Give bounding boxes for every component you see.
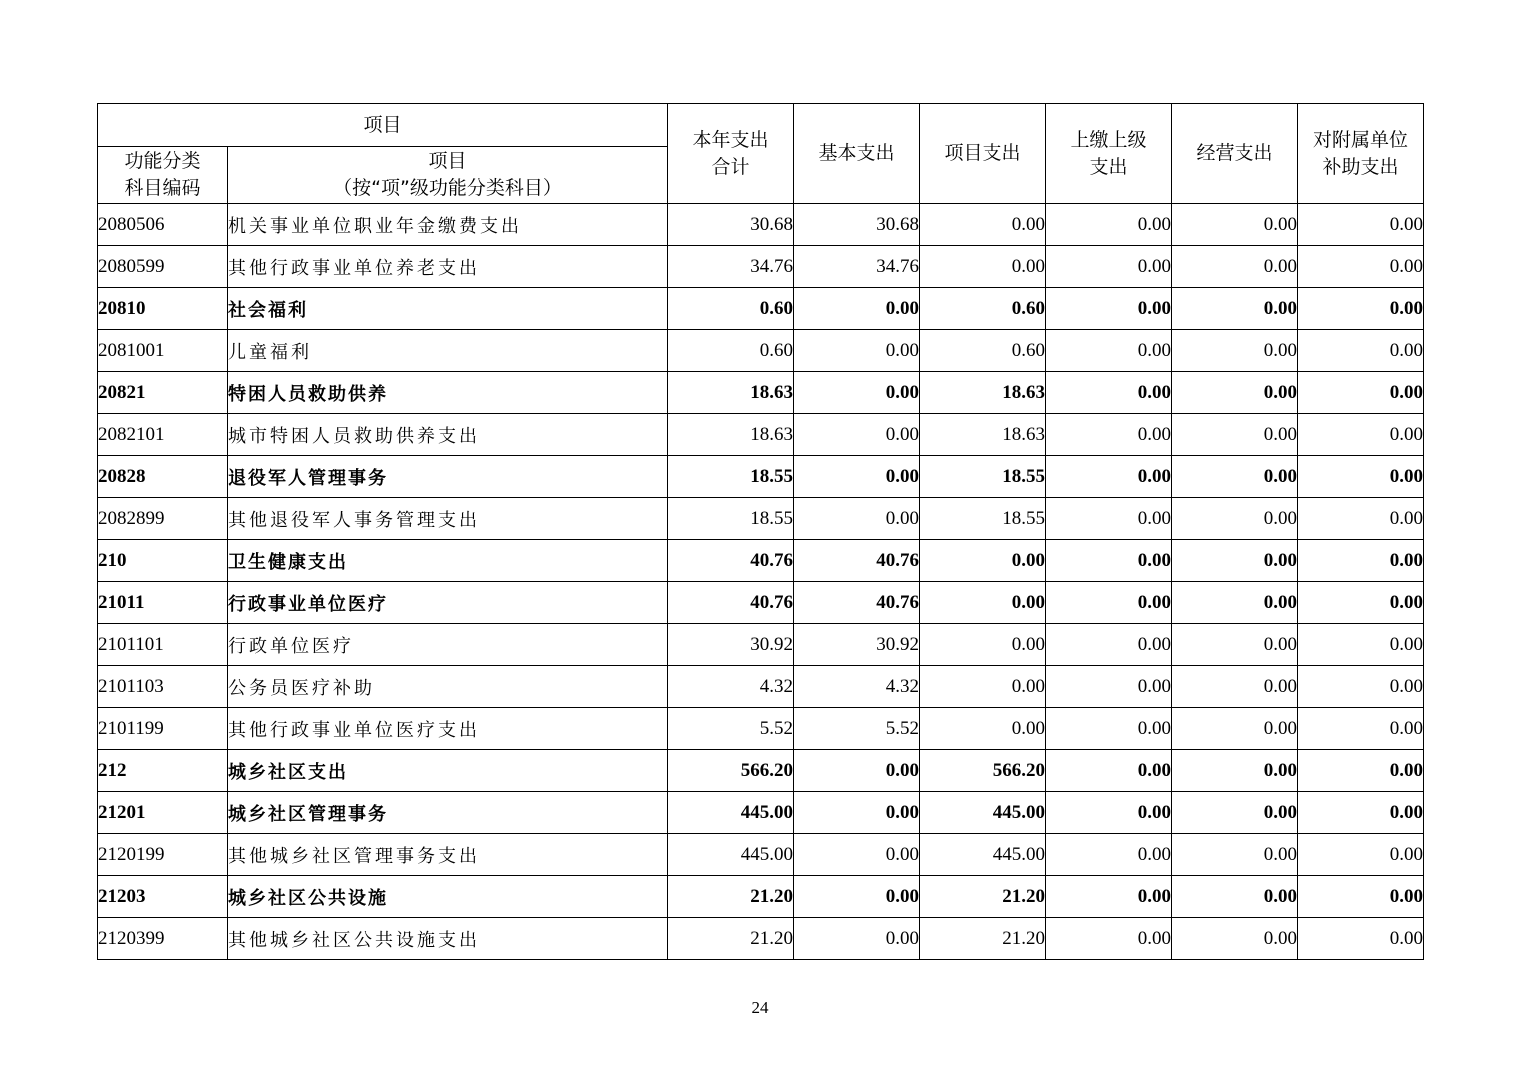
cell-total: 18.63 xyxy=(668,414,794,456)
cell-code: 20828 xyxy=(98,456,228,498)
cell-name: 其他退役军人事务管理支出 xyxy=(228,498,668,540)
cell-subsidy: 0.00 xyxy=(1298,498,1424,540)
table-row xyxy=(98,582,1424,624)
cell-basic: 0.00 xyxy=(794,918,920,960)
cell-name: 特困人员救助供养 xyxy=(228,372,668,414)
cell-basic: 0.00 xyxy=(794,834,920,876)
cell-superior: 0.00 xyxy=(1046,876,1172,918)
cell-operating: 0.00 xyxy=(1172,288,1298,330)
cell-code: 2101199 xyxy=(98,708,228,750)
table-row xyxy=(98,792,1424,834)
cell-name: 卫生健康支出 xyxy=(228,540,668,582)
table-row xyxy=(98,918,1424,960)
cell-total: 40.76 xyxy=(668,582,794,624)
cell-superior: 0.00 xyxy=(1046,624,1172,666)
header-operating: 经营支出 xyxy=(1172,104,1298,204)
cell-subsidy: 0.00 xyxy=(1298,246,1424,288)
cell-code: 20810 xyxy=(98,288,228,330)
cell-name: 社会福利 xyxy=(228,288,668,330)
cell-total: 445.00 xyxy=(668,792,794,834)
header-subsidy: 对附属单位 补助支出 xyxy=(1298,104,1424,204)
table-row xyxy=(98,456,1424,498)
cell-subsidy: 0.00 xyxy=(1298,666,1424,708)
cell-superior: 0.00 xyxy=(1046,918,1172,960)
cell-superior: 0.00 xyxy=(1046,330,1172,372)
cell-name: 其他城乡社区公共设施支出 xyxy=(228,918,668,960)
header-basic: 基本支出 xyxy=(794,104,920,204)
cell-basic: 40.76 xyxy=(794,540,920,582)
cell-total: 0.60 xyxy=(668,288,794,330)
cell-superior: 0.00 xyxy=(1046,708,1172,750)
cell-code: 21011 xyxy=(98,582,228,624)
cell-operating: 0.00 xyxy=(1172,624,1298,666)
cell-total: 5.52 xyxy=(668,708,794,750)
cell-project: 445.00 xyxy=(920,834,1046,876)
cell-subsidy: 0.00 xyxy=(1298,372,1424,414)
cell-superior: 0.00 xyxy=(1046,288,1172,330)
cell-code: 2101101 xyxy=(98,624,228,666)
cell-total: 30.92 xyxy=(668,624,794,666)
cell-subsidy: 0.00 xyxy=(1298,792,1424,834)
cell-superior: 0.00 xyxy=(1046,204,1172,246)
table-row xyxy=(98,246,1424,288)
cell-operating: 0.00 xyxy=(1172,708,1298,750)
cell-subsidy: 0.00 xyxy=(1298,330,1424,372)
cell-basic: 5.52 xyxy=(794,708,920,750)
cell-superior: 0.00 xyxy=(1046,456,1172,498)
cell-name: 行政事业单位医疗 xyxy=(228,582,668,624)
table-row xyxy=(98,750,1424,792)
cell-code: 2080506 xyxy=(98,204,228,246)
table-row xyxy=(98,288,1424,330)
cell-project: 18.63 xyxy=(920,414,1046,456)
cell-project: 445.00 xyxy=(920,792,1046,834)
table-row xyxy=(98,876,1424,918)
header-superior: 上缴上级 支出 xyxy=(1046,104,1172,204)
cell-code: 210 xyxy=(98,540,228,582)
cell-project: 0.00 xyxy=(920,582,1046,624)
cell-code: 2120399 xyxy=(98,918,228,960)
cell-total: 21.20 xyxy=(668,918,794,960)
cell-total: 40.76 xyxy=(668,540,794,582)
cell-superior: 0.00 xyxy=(1046,540,1172,582)
table-row xyxy=(98,204,1424,246)
cell-code: 2080599 xyxy=(98,246,228,288)
cell-subsidy: 0.00 xyxy=(1298,414,1424,456)
page-number: 24 xyxy=(751,998,769,1017)
cell-code: 21203 xyxy=(98,876,228,918)
cell-basic: 0.00 xyxy=(794,330,920,372)
cell-project: 0.60 xyxy=(920,288,1046,330)
cell-name: 其他行政事业单位养老支出 xyxy=(228,246,668,288)
cell-superior: 0.00 xyxy=(1046,498,1172,540)
cell-total: 34.76 xyxy=(668,246,794,288)
cell-superior: 0.00 xyxy=(1046,372,1172,414)
table-row xyxy=(98,624,1424,666)
table-row xyxy=(98,414,1424,456)
cell-basic: 0.00 xyxy=(794,750,920,792)
cell-superior: 0.00 xyxy=(1046,582,1172,624)
cell-project: 566.20 xyxy=(920,750,1046,792)
table-row xyxy=(98,834,1424,876)
cell-superior: 0.00 xyxy=(1046,750,1172,792)
cell-subsidy: 0.00 xyxy=(1298,834,1424,876)
cell-operating: 0.00 xyxy=(1172,540,1298,582)
cell-project: 18.55 xyxy=(920,498,1046,540)
cell-subsidy: 0.00 xyxy=(1298,204,1424,246)
cell-basic: 0.00 xyxy=(794,372,920,414)
cell-total: 18.55 xyxy=(668,498,794,540)
header-code: 功能分类 科目编码 xyxy=(98,147,228,204)
table-row xyxy=(98,498,1424,540)
cell-operating: 0.00 xyxy=(1172,330,1298,372)
cell-subsidy: 0.00 xyxy=(1298,540,1424,582)
cell-project: 18.55 xyxy=(920,456,1046,498)
cell-name: 儿童福利 xyxy=(228,330,668,372)
cell-name: 公务员医疗补助 xyxy=(228,666,668,708)
cell-basic: 0.00 xyxy=(794,792,920,834)
cell-operating: 0.00 xyxy=(1172,456,1298,498)
cell-code: 21201 xyxy=(98,792,228,834)
cell-total: 21.20 xyxy=(668,876,794,918)
cell-operating: 0.00 xyxy=(1172,834,1298,876)
cell-code: 2081001 xyxy=(98,330,228,372)
cell-code: 2101103 xyxy=(98,666,228,708)
cell-superior: 0.00 xyxy=(1046,414,1172,456)
table-body xyxy=(98,204,1424,960)
cell-superior: 0.00 xyxy=(1046,834,1172,876)
cell-basic: 4.32 xyxy=(794,666,920,708)
cell-operating: 0.00 xyxy=(1172,372,1298,414)
cell-superior: 0.00 xyxy=(1046,792,1172,834)
cell-total: 566.20 xyxy=(668,750,794,792)
cell-name: 行政单位医疗 xyxy=(228,624,668,666)
cell-total: 4.32 xyxy=(668,666,794,708)
cell-basic: 0.00 xyxy=(794,498,920,540)
cell-subsidy: 0.00 xyxy=(1298,582,1424,624)
cell-basic: 0.00 xyxy=(794,288,920,330)
cell-subsidy: 0.00 xyxy=(1298,288,1424,330)
cell-basic: 34.76 xyxy=(794,246,920,288)
cell-project: 0.00 xyxy=(920,204,1046,246)
cell-subsidy: 0.00 xyxy=(1298,918,1424,960)
expenditure-table xyxy=(97,103,1424,960)
cell-operating: 0.00 xyxy=(1172,414,1298,456)
cell-basic: 0.00 xyxy=(794,456,920,498)
header-name: 项目 （按“项”级功能分类科目） xyxy=(228,147,668,204)
header-item: 项目 xyxy=(98,104,668,147)
cell-project: 21.20 xyxy=(920,918,1046,960)
cell-total: 30.68 xyxy=(668,204,794,246)
cell-project: 0.00 xyxy=(920,540,1046,582)
cell-name: 城市特困人员救助供养支出 xyxy=(228,414,668,456)
cell-project: 0.00 xyxy=(920,624,1046,666)
cell-basic: 0.00 xyxy=(794,414,920,456)
cell-project: 21.20 xyxy=(920,876,1046,918)
cell-operating: 0.00 xyxy=(1172,498,1298,540)
cell-operating: 0.00 xyxy=(1172,876,1298,918)
cell-subsidy: 0.00 xyxy=(1298,624,1424,666)
cell-basic: 40.76 xyxy=(794,582,920,624)
cell-name: 其他城乡社区管理事务支出 xyxy=(228,834,668,876)
cell-total: 0.60 xyxy=(668,330,794,372)
cell-name: 城乡社区管理事务 xyxy=(228,792,668,834)
header-total: 本年支出 合计 xyxy=(668,104,794,204)
cell-subsidy: 0.00 xyxy=(1298,876,1424,918)
cell-operating: 0.00 xyxy=(1172,666,1298,708)
cell-project: 0.00 xyxy=(920,666,1046,708)
table-row xyxy=(98,540,1424,582)
cell-subsidy: 0.00 xyxy=(1298,750,1424,792)
table-row xyxy=(98,372,1424,414)
cell-project: 18.63 xyxy=(920,372,1046,414)
cell-operating: 0.00 xyxy=(1172,792,1298,834)
cell-name: 机关事业单位职业年金缴费支出 xyxy=(228,204,668,246)
cell-code: 2120199 xyxy=(98,834,228,876)
cell-superior: 0.00 xyxy=(1046,666,1172,708)
cell-code: 212 xyxy=(98,750,228,792)
cell-total: 445.00 xyxy=(668,834,794,876)
cell-operating: 0.00 xyxy=(1172,582,1298,624)
cell-operating: 0.00 xyxy=(1172,750,1298,792)
cell-name: 退役军人管理事务 xyxy=(228,456,668,498)
cell-project: 0.00 xyxy=(920,246,1046,288)
cell-project: 0.60 xyxy=(920,330,1046,372)
table-row xyxy=(98,666,1424,708)
cell-project: 0.00 xyxy=(920,708,1046,750)
cell-code: 2082101 xyxy=(98,414,228,456)
cell-subsidy: 0.00 xyxy=(1298,456,1424,498)
cell-basic: 0.00 xyxy=(794,876,920,918)
cell-total: 18.55 xyxy=(668,456,794,498)
cell-operating: 0.00 xyxy=(1172,246,1298,288)
cell-superior: 0.00 xyxy=(1046,246,1172,288)
cell-name: 其他行政事业单位医疗支出 xyxy=(228,708,668,750)
cell-basic: 30.92 xyxy=(794,624,920,666)
table-row xyxy=(98,330,1424,372)
cell-subsidy: 0.00 xyxy=(1298,708,1424,750)
header-project: 项目支出 xyxy=(920,104,1046,204)
cell-code: 20821 xyxy=(98,372,228,414)
cell-operating: 0.00 xyxy=(1172,204,1298,246)
cell-total: 18.63 xyxy=(668,372,794,414)
cell-operating: 0.00 xyxy=(1172,918,1298,960)
cell-name: 城乡社区支出 xyxy=(228,750,668,792)
cell-name: 城乡社区公共设施 xyxy=(228,876,668,918)
table-row xyxy=(98,708,1424,750)
cell-basic: 30.68 xyxy=(794,204,920,246)
cell-code: 2082899 xyxy=(98,498,228,540)
